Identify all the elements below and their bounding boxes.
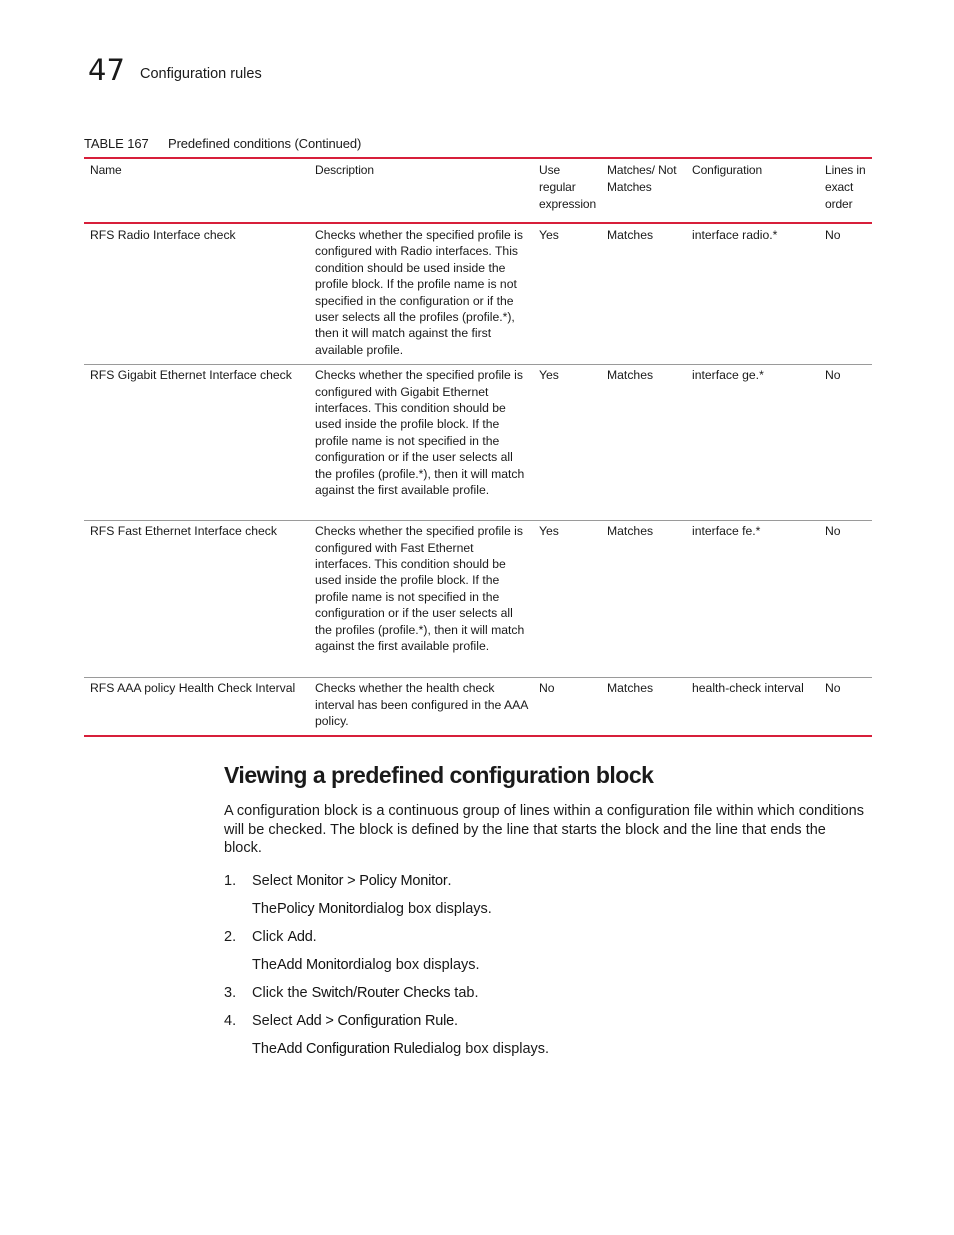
column-header-description: Description	[315, 163, 374, 177]
step-text-post: .	[453, 1013, 458, 1029]
step-text	[252, 984, 479, 1002]
chapter-title: Configuration rules	[140, 66, 262, 82]
column-header-regex: Use regular expression	[539, 163, 597, 211]
cell-regex: Yes	[539, 524, 559, 539]
step-text	[252, 872, 452, 890]
step-text-pre: Select	[252, 873, 297, 889]
ui-label: Add	[287, 929, 313, 945]
cell-description: Checks whether the specified profile is configured with Gigabit Ethernet interfaces. This condition should be used inside the profile block. If the profile name is not specified in the configuration or if the user selects all the profiles (profile.*), then it will match against the first available profile.	[315, 368, 525, 498]
step-2	[224, 923, 864, 951]
table-row	[84, 678, 872, 737]
ui-label: Switch/Router Checks	[311, 985, 451, 1001]
cell-exact-order: No	[825, 681, 841, 696]
step-3	[224, 979, 864, 1007]
cell-exact-order: No	[825, 228, 841, 242]
cell-description: Checks whether the specified profile is configured with Radio interfaces. This condition should be used inside the profile block. If the profile name is not specified in the configuration or if the user selects all the profiles (profile.*), then it will match against the first available profile.	[315, 228, 523, 357]
cell-name: RFS Radio Interface check	[90, 228, 236, 242]
cell-name: RFS AAA policy Health Check Interval	[90, 681, 296, 696]
step-text-post: .	[312, 929, 317, 945]
column-header-matches: Matches/ Not Matches	[607, 163, 677, 194]
step-4	[224, 1007, 864, 1035]
column-header-name: Name	[90, 163, 122, 177]
result-text-pre: The	[252, 1041, 277, 1057]
step-number: 1.	[224, 873, 237, 889]
step-text	[252, 1012, 458, 1030]
chapter-number: 47	[88, 53, 125, 87]
predefined-conditions-table	[84, 157, 872, 737]
procedure-steps	[224, 867, 864, 1063]
table-header-row	[84, 158, 872, 223]
table-title: Predefined conditions (Continued)	[168, 136, 362, 151]
step-text-post: tab.	[450, 985, 479, 1001]
cell-configuration: health-check interval	[692, 681, 804, 696]
result-text-pre: The	[252, 957, 277, 973]
ui-label: Add Configuration Rule	[277, 1041, 423, 1057]
step-text	[252, 928, 317, 946]
table-row	[84, 223, 872, 365]
step-text-pre: Click the	[252, 985, 312, 1001]
table-row	[84, 365, 872, 521]
step-1-result	[224, 895, 864, 923]
result-text-post: dialog box displays.	[352, 957, 480, 973]
step-2-result	[224, 951, 864, 979]
cell-configuration: interface fe.*	[692, 524, 761, 539]
step-number: 2.	[224, 929, 237, 945]
intro-paragraph: A configuration block is a continuous group of lines within a configuration file within which conditions will be checked. The block is defined by the line that starts the block and the line that ends the block.	[224, 803, 864, 857]
column-header-exact-order: Lines in exact order	[825, 163, 866, 211]
result-text-post: dialog box displays.	[365, 901, 492, 917]
table-caption	[84, 135, 361, 153]
cell-regex: Yes	[539, 228, 559, 242]
cell-matches: Matches	[607, 524, 654, 539]
ui-label: Policy Monitor	[277, 901, 366, 917]
ui-label: Add > Configuration Rule	[296, 1013, 454, 1029]
cell-configuration: interface ge.*	[692, 368, 764, 383]
step-text-post: .	[447, 873, 452, 889]
result-text-post: dialog box displays.	[422, 1041, 550, 1057]
step-4-result	[224, 1035, 864, 1063]
cell-exact-order: No	[825, 368, 841, 383]
cell-description: Checks whether the health check interval has been configured in the AAA policy.	[315, 681, 528, 729]
cell-matches: Matches	[607, 368, 654, 383]
step-1	[224, 867, 864, 895]
cell-exact-order: No	[825, 524, 841, 539]
step-text-pre: Select	[252, 1013, 297, 1029]
cell-description: Checks whether the specified profile is configured with Fast Ethernet interfaces. This condition should be used inside the profile block. If the profile name is not specified in the configuration or if the user selects all the profiles (profile.*), then it will match against the first available profile.	[315, 524, 525, 654]
ui-label: Add Monitor	[277, 957, 353, 973]
table-label: TABLE 167	[84, 136, 149, 151]
step-number: 3.	[224, 985, 237, 1001]
cell-matches: Matches	[607, 228, 654, 242]
cell-regex: Yes	[539, 368, 559, 383]
section-heading: Viewing a predefined configuration block	[224, 762, 654, 788]
ui-label: Monitor > Policy Monitor	[296, 873, 448, 889]
column-header-configuration: Configuration	[692, 163, 763, 177]
step-text-pre: Click	[252, 929, 288, 945]
cell-regex: No	[539, 681, 555, 696]
step-number: 4.	[224, 1013, 237, 1029]
cell-name: RFS Gigabit Ethernet Interface check	[90, 368, 292, 383]
result-text-pre: The	[252, 901, 277, 917]
cell-configuration: interface radio.*	[692, 228, 778, 242]
table-row	[84, 521, 872, 678]
cell-matches: Matches	[607, 681, 654, 696]
cell-name: RFS Fast Ethernet Interface check	[90, 524, 277, 539]
